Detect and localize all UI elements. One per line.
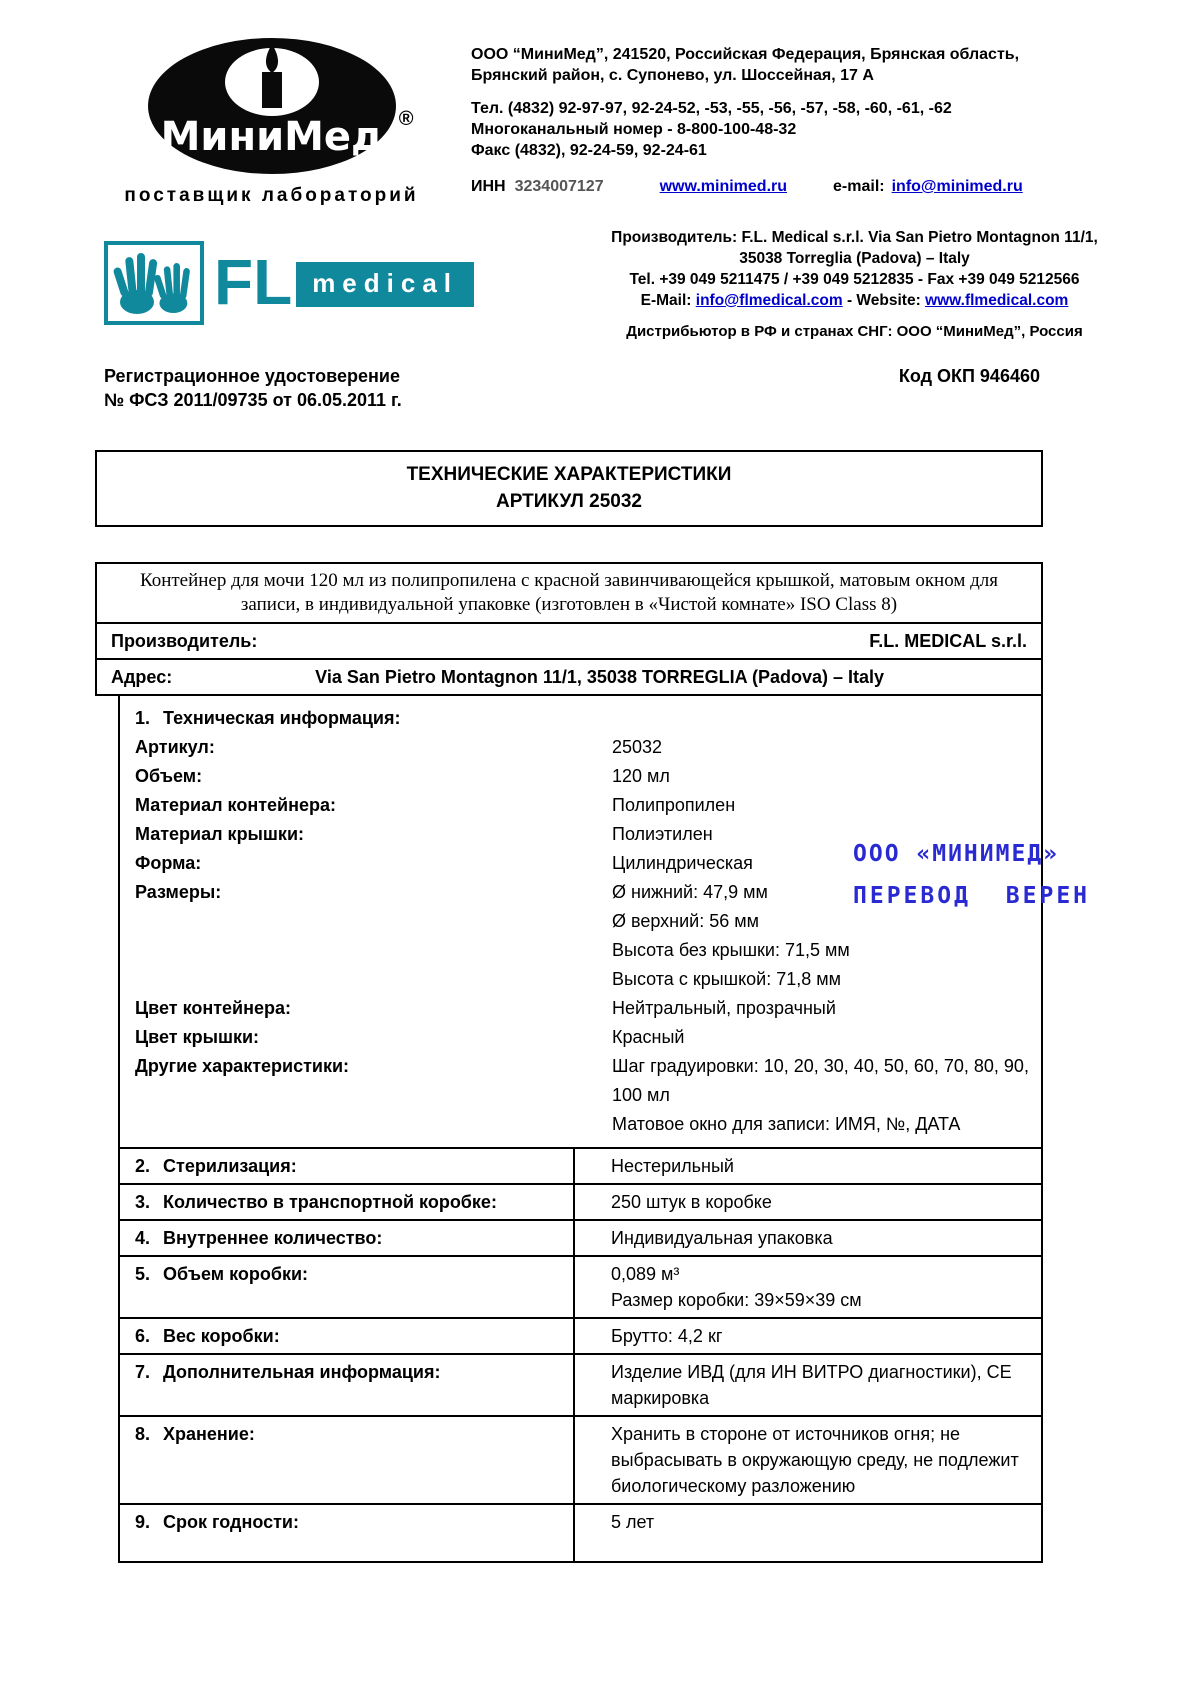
section-label-text: Срок годности: <box>163 1512 299 1532</box>
section-label <box>120 1355 575 1415</box>
spec-label: Форма: <box>135 853 202 873</box>
inn-label: ИНН <box>471 178 506 195</box>
section-row <box>120 1255 1041 1317</box>
section-value: 5 лет <box>611 1512 655 1532</box>
section-label-text: Количество в транспортной коробке: <box>163 1192 497 1212</box>
section-value: 0,089 м³ Размер коробки: 39×59×39 см <box>611 1264 862 1310</box>
spec-value: 25032 <box>612 737 663 757</box>
section-label-text: Стерилизация: <box>163 1156 297 1176</box>
section-label <box>120 1319 575 1353</box>
fl-phone-line: Tel. +39 049 5211475 / +39 049 5212835 - Fax +39 049 5212566 <box>629 271 1080 288</box>
spec-label: Другие характеристики: <box>135 1056 350 1076</box>
registration-row <box>0 342 1200 412</box>
medical-wordbox: medical <box>296 262 474 307</box>
section-row <box>120 1415 1041 1503</box>
spec-row <box>135 994 1041 1023</box>
spec-label: Материал контейнера: <box>135 795 336 815</box>
flmedical-wordmark <box>214 246 474 319</box>
section-value: Хранить в стороне от источников огня; не выбрасывать в окружающую среду, не подлежит биологическому разложению <box>611 1424 1019 1496</box>
section-number: 6. <box>135 1326 151 1346</box>
section-number: 9. <box>135 1512 151 1532</box>
inn-row <box>471 176 1031 197</box>
spec-value: Ø нижний: 47,9 мм Ø верхний: 56 мм Высота без крышки: 71,5 мм Высота с крышкой: 71,8 мм <box>612 882 850 989</box>
fl-email-label: E-Mail: <box>640 292 692 309</box>
fl-letters: FL <box>214 246 293 319</box>
section-number: 1. <box>135 708 151 728</box>
section-number: 2. <box>135 1156 151 1176</box>
company-address-line1: ООО “МиниМед”, 241520, Российская Федерация, Брянская область, <box>471 46 1020 63</box>
section-label-text: Дополнительная информация: <box>163 1362 441 1382</box>
specifications-table <box>118 696 1043 1563</box>
email-label: e-mail: <box>833 178 885 195</box>
technical-info-section <box>120 696 1041 1147</box>
document-title: ТЕХНИЧЕСКИЕ ХАРАКТЕРИСТИКИ <box>406 464 732 485</box>
spec-value: Цилиндрическая <box>612 853 753 873</box>
section-number: 5. <box>135 1264 151 1284</box>
flmedical-logo <box>104 223 544 342</box>
section-label <box>120 1221 575 1255</box>
spec-value: Шаг градуировки: 10, 20, 30, 40, 50, 60, 70, 80, 90, 100 мл Матовое окно для записи: ИМЯ, №, ДАТА <box>612 1056 1029 1134</box>
section-label <box>120 1417 575 1503</box>
stamp-company: ООО «МИНИМЕД» <box>853 841 1060 867</box>
section-number: 3. <box>135 1192 151 1212</box>
registration-certificate <box>104 364 402 412</box>
flmedical-header <box>0 207 1200 342</box>
spec-label: Объем: <box>135 766 203 786</box>
manufacturer-label: Производитель: <box>111 631 258 651</box>
product-description: Контейнер для мочи 120 мл из полипропилена с красной завинчивающейся крышкой, матовым окном для записи, в индивидуальной упаковке (изготовлен в «Чистой комнате» ISO Class 8) <box>97 564 1041 624</box>
minimed-logo-oval <box>146 36 398 176</box>
fl-email-link[interactable]: info@flmedical.com <box>695 292 843 309</box>
section-label-text: Вес коробки: <box>163 1326 280 1346</box>
spec-row <box>135 762 1041 791</box>
fl-producer-line1: Производитель: F.L. Medical s.r.l. Via San Pietro Montagnon 11/1, <box>611 229 1098 246</box>
spec-label: Цвет крышки: <box>135 1027 260 1047</box>
section-value: Брутто: 4,2 кг <box>611 1326 723 1346</box>
sections-rows <box>120 1147 1041 1561</box>
spec-label: Артикул: <box>135 737 215 757</box>
minimed-logo-block <box>104 36 439 207</box>
technical-info-heading <box>135 704 1041 733</box>
flmedical-info <box>572 223 1137 342</box>
section-row <box>120 1353 1041 1415</box>
company-phones: Тел. (4832) 92-97-97, 92-24-52, -53, -55, -56, -57, -58, -60, -61, -62 <box>471 100 952 117</box>
company-info <box>471 36 1031 207</box>
section-label <box>120 1257 575 1317</box>
article-number: АРТИКУЛ 25032 <box>495 491 643 512</box>
spec-value: Полипропилен <box>612 795 736 815</box>
fl-contact-line <box>572 290 1137 311</box>
section-row <box>120 1317 1041 1353</box>
minimed-site-link[interactable]: www.minimed.ru <box>659 178 788 195</box>
section-value: Изделие ИВД (для ИН ВИТРО диагностики), СЕ маркировка <box>611 1362 1012 1408</box>
section-row <box>120 1219 1041 1255</box>
spec-row <box>135 1052 1041 1139</box>
spec-value: Полиэтилен <box>612 824 713 844</box>
hands-icon <box>104 241 204 325</box>
title-box <box>95 450 1043 527</box>
minimed-logo <box>146 36 414 181</box>
address-row <box>97 660 1041 694</box>
fl-website-label: - Website: <box>846 292 921 309</box>
section-value: Нестерильный <box>611 1156 734 1176</box>
section-label <box>120 1505 575 1561</box>
fl-distributor-line: Дистрибьютор в РФ и странах СНГ: ООО “МиниМед”, Россия <box>626 323 1083 340</box>
section-row <box>120 1503 1041 1561</box>
brand-tagline: поставщик лабораторий <box>124 185 419 206</box>
company-address-line2: Брянский район, с. Супонево, ул. Шоссейная, 17 А <box>471 67 874 84</box>
spec-row <box>135 1023 1041 1052</box>
section-label-text: Объем коробки: <box>163 1264 309 1284</box>
registration-line1: Регистрационное удостоверение <box>104 366 400 386</box>
section-label <box>120 1149 575 1183</box>
section-number: 8. <box>135 1424 151 1444</box>
okp-code: Код ОКП 946460 <box>898 366 1040 386</box>
translation-stamp <box>853 840 1090 910</box>
section-value: Индивидуальная упаковка <box>611 1228 833 1248</box>
section-label <box>120 1185 575 1219</box>
section-number: 4. <box>135 1228 151 1248</box>
section-number: 7. <box>135 1362 151 1382</box>
address-value: Via San Pietro Montagnon 11/1, 35038 TORREGLIA (Padova) – Italy <box>315 667 885 687</box>
section-heading-text: Техническая информация: <box>163 708 401 728</box>
spec-value: 120 мл <box>612 766 670 786</box>
header-top <box>0 0 1200 207</box>
fl-website-link[interactable]: www.flmedical.com <box>925 292 1069 309</box>
section-row <box>120 1183 1041 1219</box>
spec-row <box>135 791 1041 820</box>
section-row <box>120 1147 1041 1183</box>
minimed-email-link[interactable]: info@minimed.ru <box>891 178 1023 195</box>
manufacturer-row <box>97 624 1041 660</box>
stamp-verified: ПЕРЕВОД ВЕРЕН <box>853 883 1091 909</box>
spec-value: Нейтральный, прозрачный <box>612 998 836 1018</box>
registered-trademark-icon: ® <box>398 108 414 130</box>
company-multichannel: Многоканальный номер - 8-800-100-48-32 <box>471 121 797 138</box>
section-label-text: Внутреннее количество: <box>163 1228 383 1248</box>
brand-name: МиниМед <box>160 114 383 160</box>
fl-producer-line2: 35038 Torreglia (Padova) – Italy <box>739 250 970 267</box>
inn-value: 3234007127 <box>514 178 604 195</box>
spec-label: Материал крышки: <box>135 824 305 844</box>
product-summary-table <box>95 562 1043 696</box>
spec-label: Цвет контейнера: <box>135 998 291 1018</box>
address-label: Адрес: <box>111 667 173 687</box>
section-value: 250 штук в коробке <box>611 1192 772 1212</box>
spec-label: Размеры: <box>135 882 222 902</box>
section-label-text: Хранение: <box>163 1424 255 1444</box>
spec-row <box>135 733 1041 762</box>
spec-value: Красный <box>612 1027 685 1047</box>
section1-rows <box>135 733 1041 1139</box>
registration-line2: № ФСЗ 2011/09735 от 06.05.2011 г. <box>104 390 402 410</box>
company-fax: Факс (4832), 92-24-59, 92-24-61 <box>471 142 707 159</box>
manufacturer-value: F.L. MEDICAL s.r.l. <box>869 631 1027 651</box>
